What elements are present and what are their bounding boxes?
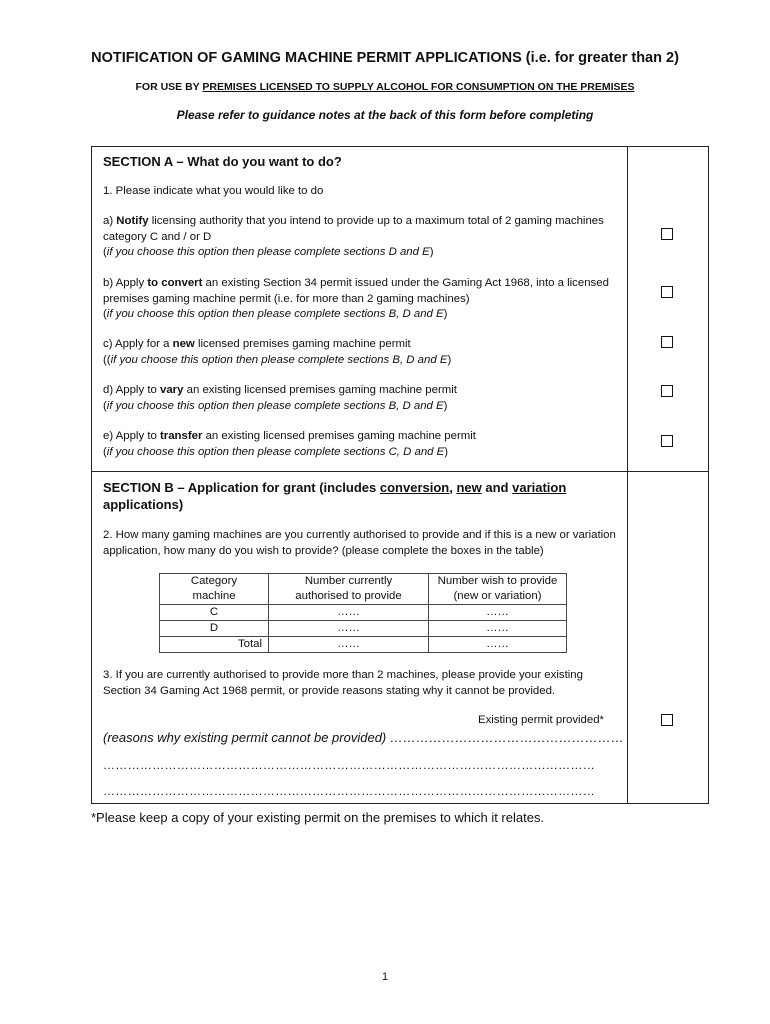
question-1: 1. Please indicate what you would like to do (103, 185, 324, 197)
option-a-note-close: ) (429, 246, 434, 258)
option-e-bold: transfer (160, 430, 203, 442)
option-c-note-close: ) (447, 353, 452, 366)
cell-category-total: Total (160, 637, 269, 653)
option-d-text (103, 383, 623, 414)
option-a-body: licensing authority that you intend to provide up to a maximum total of 2 gaming machines category C and / or D (103, 215, 604, 243)
option-b-note-close: ) (443, 308, 448, 320)
option-c-note-open: (( (103, 353, 111, 366)
section-b-heading-new: new (456, 480, 482, 495)
section-b-heading-sep2: and (481, 480, 513, 495)
header-current (269, 574, 429, 605)
option-a-text (103, 214, 623, 261)
section-b-heading-sep1: , (449, 480, 457, 495)
header-category-line1: Category (190, 575, 238, 587)
cell-current-input[interactable]: …… (269, 621, 429, 637)
option-e-note: if you choose this option then please complete sections C, D and E (106, 445, 445, 458)
option-e-prefix: e) Apply to (103, 430, 160, 442)
existing-permit-label: Existing permit provided* (478, 714, 604, 726)
header-wish-line1: Number wish to provide (437, 575, 558, 587)
section-b-heading-conversion: conversion (379, 480, 450, 495)
table-row (160, 637, 567, 653)
option-b-bold: to convert (147, 277, 203, 289)
header-wish (429, 574, 567, 605)
option-d-note-close: ) (443, 399, 448, 412)
cell-current-input[interactable]: …… (269, 637, 429, 653)
header-wish-line2: (new or variation) (453, 590, 542, 602)
checkbox-column-divider (627, 146, 628, 804)
table-header-row (160, 574, 567, 605)
option-e-text (103, 429, 623, 460)
machines-table (159, 573, 567, 653)
option-c-text (103, 337, 623, 368)
checkbox-option-b[interactable] (661, 286, 673, 298)
option-c-bold: new (172, 338, 195, 350)
keep-copy-note: *Please keep a copy of your existing permit on the premises to which it relates. (91, 810, 545, 825)
option-e-note-close: ) (444, 445, 449, 458)
form-title: NOTIFICATION OF GAMING MACHINE PERMIT APPLICATIONS (i.e. for greater than 2) (91, 50, 679, 66)
option-a-note-open: ( (103, 246, 107, 258)
section-b-heading-prefix: SECTION B – Application for grant (includes (103, 480, 380, 495)
cell-category: D (160, 621, 269, 637)
question-3: 3. If you are currently authorised to provide more than 2 machines, please provide your existing Section 34 Gaming Act 1968 permit, or provide reasons stating why it cannot be provided. (103, 669, 583, 697)
option-a-bold: Notify (116, 215, 149, 227)
section-b-heading (103, 479, 566, 513)
option-c-note: if you choose this option then please complete sections B, D and E (110, 353, 448, 366)
option-e-note-open: ( (103, 445, 107, 458)
reasons-line-1[interactable]: ………………………………………………………………………………………………………… (103, 758, 595, 772)
subtitle-underlined: PREMISES LICENSED TO SUPPLY ALCOHOL FOR CONSUMPTION ON THE PREMISES (202, 81, 635, 93)
cell-wish-input[interactable]: …… (429, 621, 567, 637)
option-a-note: if you choose this option then please complete sections D and E (106, 246, 430, 258)
reasons-field[interactable]: (reasons why existing permit cannot be provided) ……………………………………………… (103, 730, 624, 745)
checkbox-option-d[interactable] (661, 385, 673, 397)
header-category-line2: machine (192, 590, 236, 602)
page-number: 1 (381, 971, 389, 983)
checkbox-option-c[interactable] (661, 336, 673, 348)
option-b-text (103, 276, 623, 323)
checkbox-existing-permit[interactable] (661, 714, 673, 726)
table-row (160, 605, 567, 621)
option-d-note: if you choose this option then please complete sections B, D and E (106, 399, 444, 412)
checkbox-option-e[interactable] (661, 435, 673, 447)
section-a-heading: SECTION A – What do you want to do? (103, 154, 342, 169)
question-2: 2. How many gaming machines are you currently authorised to provide and if this is a new or variation application, how many do you wish to provide? (please complete the boxes in the table) (103, 529, 616, 557)
guidance-note: Please refer to guidance notes at the back of this form before completing (176, 108, 594, 122)
form-subtitle (0, 81, 770, 93)
option-c-prefix: c) Apply for a (103, 338, 173, 350)
option-e-body: an existing licensed premises gaming machine permit (202, 430, 476, 442)
subtitle-prefix: FOR USE BY (135, 81, 203, 93)
section-b-heading-variation: variation (512, 480, 567, 495)
option-b-note: if you choose this option then please complete sections B, D and E (106, 308, 444, 320)
option-d-note-open: ( (103, 399, 107, 412)
option-b-prefix: b) Apply (103, 277, 148, 289)
checkbox-option-a[interactable] (661, 228, 673, 240)
reasons-line-2[interactable]: ………………………………………………………………………………………………………… (103, 784, 595, 798)
section-divider (91, 471, 709, 472)
option-a-prefix: a) (103, 215, 117, 227)
option-b-body: an existing Section 34 permit issued under the Gaming Act 1968, into a licensed premises gaming machine permit (i.e. for more than 2 gaming machines) (103, 277, 609, 305)
cell-wish-input[interactable]: …… (429, 605, 567, 621)
option-d-prefix: d) Apply to (103, 384, 160, 396)
cell-category: C (160, 605, 269, 621)
option-c-body: licensed premises gaming machine permit (194, 338, 411, 350)
section-b-heading-suffix: applications) (103, 497, 184, 512)
option-d-bold: vary (160, 384, 184, 396)
option-d-body: an existing licensed premises gaming machine permit (183, 384, 457, 396)
header-current-line2: authorised to provide (295, 590, 402, 602)
header-category (160, 574, 269, 605)
cell-wish-input[interactable]: …… (429, 637, 567, 653)
option-b-note-open: ( (103, 308, 107, 320)
cell-current-input[interactable]: …… (269, 605, 429, 621)
table-row (160, 621, 567, 637)
header-current-line1: Number currently (304, 575, 393, 587)
